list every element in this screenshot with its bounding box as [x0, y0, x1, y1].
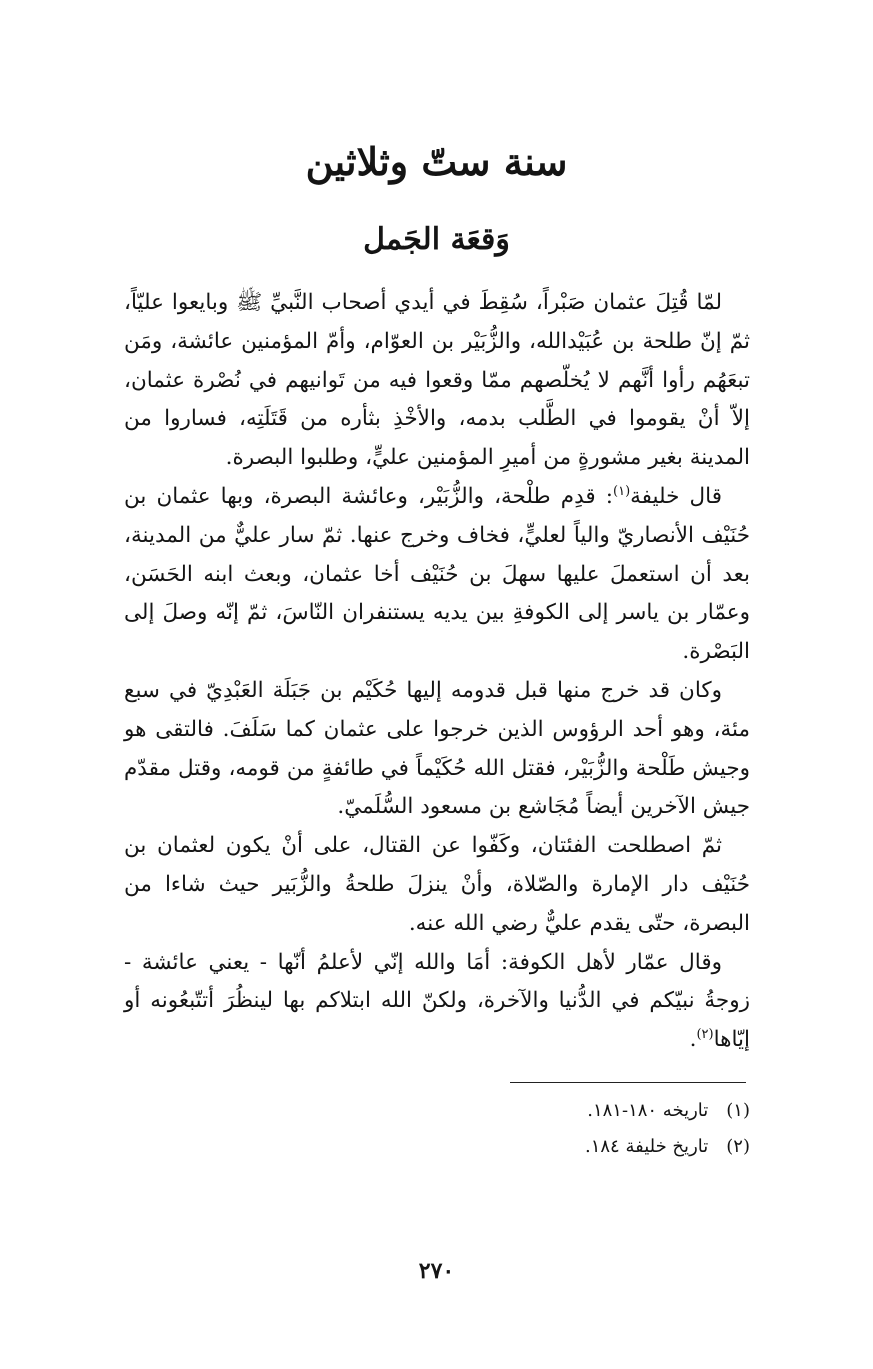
footnote	[300, 1129, 750, 1165]
page-number: ٢٧٠	[418, 1258, 455, 1284]
paragraph-text: قال خليفة	[630, 483, 722, 509]
footnote-reference[interactable]: (١)	[613, 483, 631, 499]
paragraph	[124, 478, 750, 672]
paragraph: ثمّ اصطلحت الفئتان، وكَفّوا عن القتال، على أنْ يكون لعثمان بن حُنَيْف دار الإمارة والصّلاة، وأنْ ينزلَ طلحةُ والزُّبَير حيث شاءا من البصرة، حتّى يقدم عليٌّ رضي الله عنه.	[124, 833, 750, 936]
footnotes	[300, 1093, 750, 1165]
paragraph-text: : قدِم طلْحة، والزُّبَيْر، وعائشة البصرة، وبها عثمان بن حُنَيْف الأنصاريّ والياً لعليٍّ، فخاف وخرج عنها. ثمّ سار عليٌّ من المدينة، بعد أن استعملَ عليها سهلَ بن حُنَيْف أخا عثمان، وبعث ابنه الحَسَن، وعمّار بن ياسر إلى الكوفةِ بين يديه يستنفران النّاسَ، ثمّ إنّه وصلَ إلى البَصْرة.	[124, 483, 750, 665]
footnote-number: (١)	[726, 1100, 750, 1121]
section-title: وَقعَة الجَمل	[363, 222, 510, 257]
footnote	[300, 1093, 750, 1129]
main-text	[124, 284, 750, 1060]
paragraph-text: وقال عمّار لأهل الكوفة: أمَا والله إنّي لأعلمُ أنّها - يعني عائشة - زوجةُ نبيّكم في الدُّنيا والآخرة، ولكنّ الله ابتلاكم بها لينظُرَ أتتّبعُونه أو إيّاها	[124, 949, 750, 1053]
paragraph	[124, 944, 750, 1060]
footnote-text: تاريخ خليفة ١٨٤.	[584, 1136, 709, 1157]
paragraph: لمّا قُتِلَ عثمان صَبْراً، سُقِطَ في أيدي أصحاب النَّبيِّ ﷺ وبايعوا عليّاً، ثمّ إنّ طلحة بن عُبَيْدالله، والزُّبَيْر بن العوّام، وأمّ المؤمنين عائشة، ومَن تبعَهُم رأوا أنَّهم لا يُخلّصهم ممّا وقعوا فيه من تَوانيهم في نُصْرة عثمان، إلاّ أنْ يقوموا في الطَّلب بدمه، والأخْذِ بثأره من قَتَلَتِه، فساروا من المدينة بغير مشورةٍ من أميرِ المؤمنين عليٍّ، وطلبوا البصرة.	[124, 290, 750, 471]
footnote-divider	[510, 1082, 746, 1083]
chapter-title: سنة ستّ وثلاثين	[305, 139, 568, 184]
footnote-text: تاريخه ١٨٠-١٨١.	[587, 1100, 709, 1121]
footnote-reference[interactable]: (٢)	[696, 1026, 714, 1042]
paragraph-text: .	[689, 1027, 697, 1053]
footnote-number: (٢)	[726, 1136, 750, 1157]
paragraph: وكان قد خرج منها قبل قدومه إليها حُكَيْم بن جَبَلَة العَبْدِيّ في سبع مئة، وهو أحد الرؤوس الذين خرجوا على عثمان كما سَلَفَ. فالتقى هو وجيش طَلْحة والزُّبَيْر، فقتل الله حُكَيْماً في طائفةٍ من قومه، وقتل مقدّم جيش الآخرين أيضاً مُجَاشع بن مسعود السُّلَميّ.	[124, 677, 750, 820]
